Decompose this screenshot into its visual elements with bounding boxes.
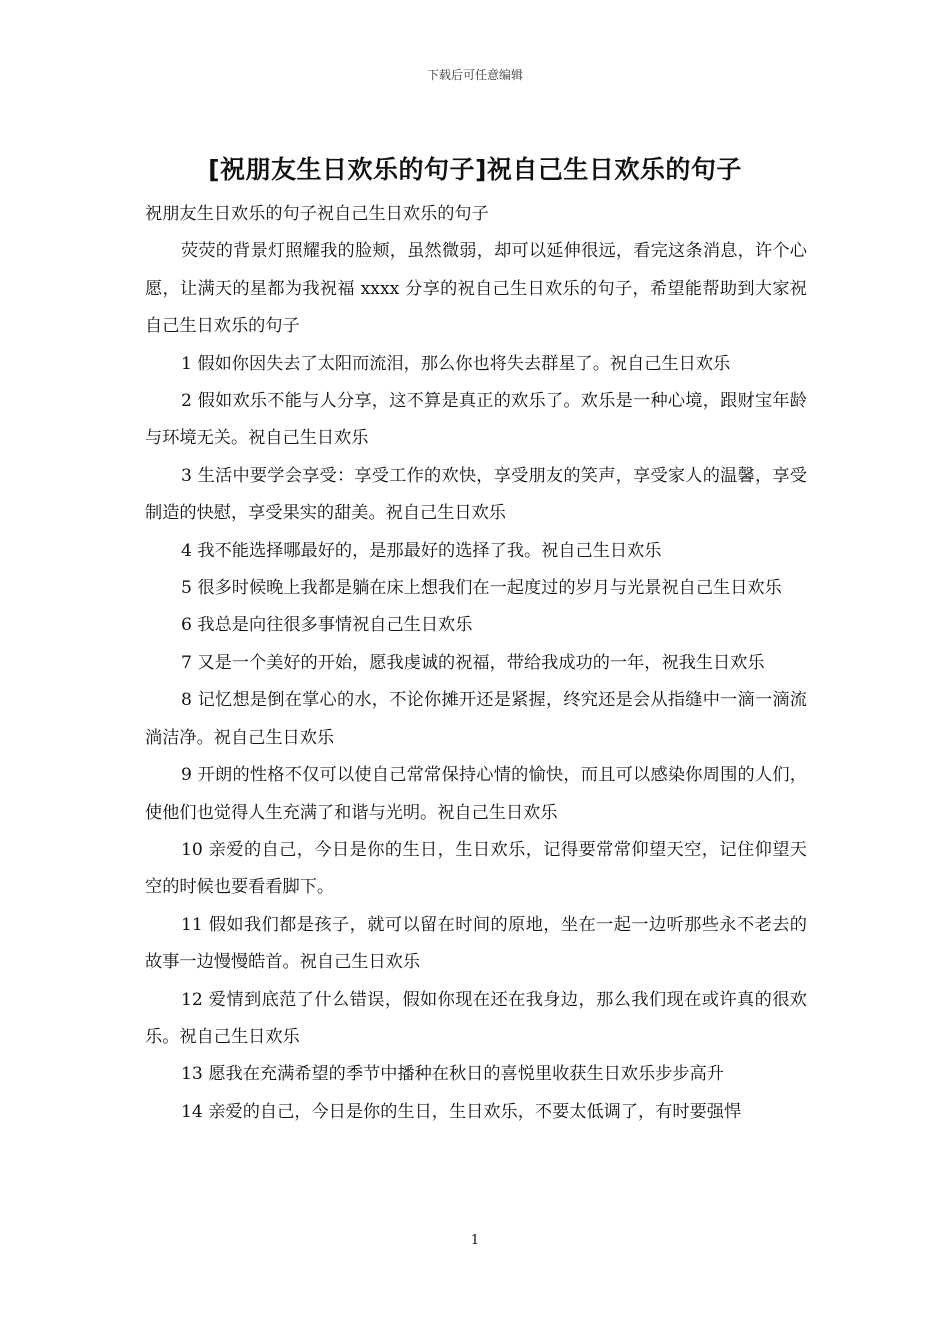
list-item: 14 亲爱的自己，今日是你的生日，生日欢乐，不要太低调了，有时要强悍: [181, 1101, 742, 1122]
list-item: 6 我总是向往很多事情祝自己生日欢乐: [181, 615, 473, 636]
list-item: 2 假如欢乐不能与人分享，这不算是真正的欢乐了。欢乐是一种心境，跟财宝年龄与环境无关。祝自己生日欢乐: [145, 391, 807, 449]
document-body: [145, 196, 807, 1131]
list-item: 13 愿我在充满希望的季节中播种在秋日的喜悦里收获生日欢乐步步高升: [181, 1064, 724, 1085]
list-item: 11 假如我们都是孩子，就可以留在时间的原地，坐在一起一边听那些永不老去的故事一边慢慢皓首。祝自己生日欢乐: [145, 914, 807, 973]
subtitle-line: 祝朋友生日欢乐的句子祝自己生日欢乐的句子: [145, 204, 489, 224]
list-item: 4 我不能选择哪最好的，是那最好的选择了我。祝自己生日欢乐: [181, 540, 662, 561]
list-item: 12 爱情到底范了什么错误，假如你现在还在我身边，那么我们现在或许真的很欢乐。祝自己生日欢乐: [145, 989, 807, 1047]
list-item: 7 又是一个美好的开始，愿我虔诚的祝福，带给我成功的一年，祝我生日欢乐: [181, 652, 765, 673]
intro-paragraph: 荧荧的背景灯照耀我的脸颊，虽然微弱，却可以延伸很远，看完这条消息，许个心愿，让满天的星都为我祝福 xxxx 分享的祝自己生日欢乐的句子，希望能帮助到大家祝自己生日欢乐的句子: [145, 241, 807, 337]
page-number: 1: [470, 1233, 480, 1248]
header-note: 下载后可任意编辑: [426, 68, 523, 82]
list-item: 3 生活中要学会享受：享受工作的欢快，享受朋友的笑声，享受家人的温馨，享受制造的快慰，享受果实的甜美。祝自己生日欢乐: [145, 465, 807, 524]
list-item: 5 很多时候晚上我都是躺在床上想我们在一起度过的岁月与光景祝自己生日欢乐: [181, 578, 782, 599]
list-item: 1 假如你因失去了太阳而流泪，那么你也将失去群星了。祝自己生日欢乐: [181, 353, 731, 374]
list-item: 10 亲爱的自己，今日是你的生日，生日欢乐，记得要常常仰望天空，记住仰望天空的时候也要看看脚下。: [145, 839, 807, 898]
list-item: 9 开朗的性格不仅可以使自己常常保持心情的愉快，而且可以感染你周围的人们，使他们也觉得人生充满了和谐与光明。祝自己生日欢乐: [145, 765, 807, 823]
list-item: 8 记忆想是倒在掌心的水，不论你摊开还是紧握，终究还是会从指缝中一滴一滴流淌洁净。祝自己生日欢乐: [145, 690, 807, 748]
document-title: [祝朋友生日欢乐的句子]祝自己生日欢乐的句子: [208, 155, 742, 184]
